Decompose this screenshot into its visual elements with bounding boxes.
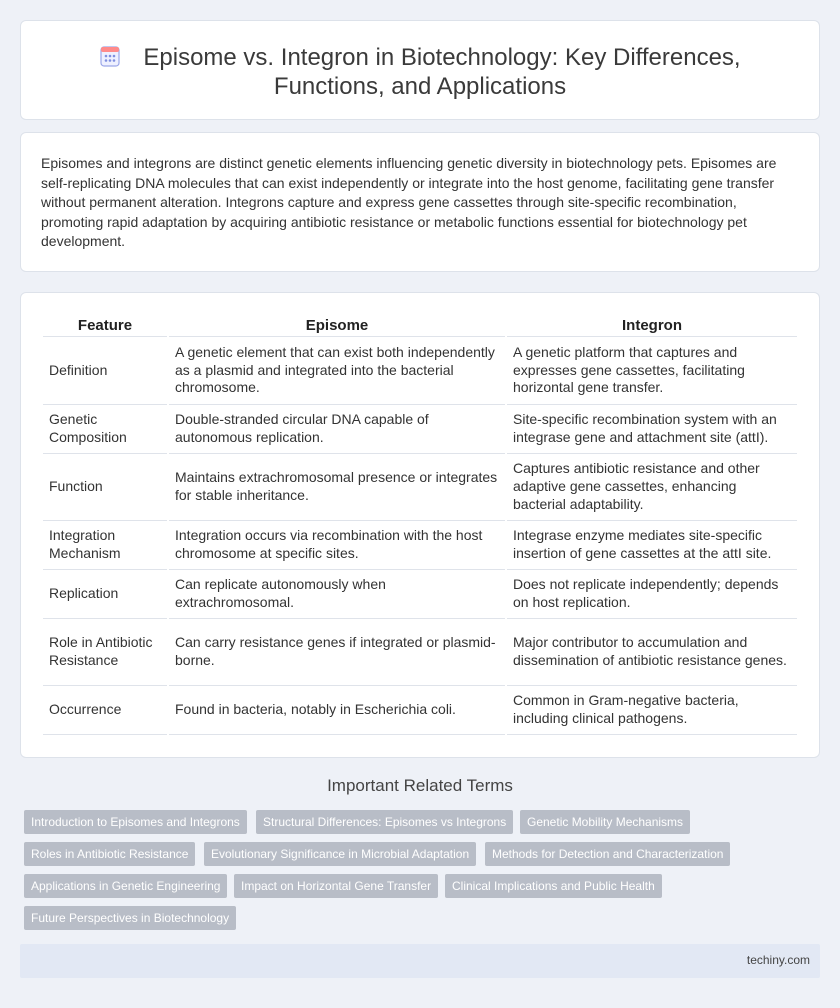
document-grid-icon (99, 45, 121, 67)
table-header-row (43, 315, 797, 337)
cell-integron: Site-specific recombination system with an integrase gene and attachment site (attI). (507, 405, 797, 454)
header-episome: Episome (169, 315, 505, 337)
table-row (43, 521, 797, 570)
related-term-tag[interactable]: Structural Differences: Episomes vs Integrons (256, 810, 513, 834)
cell-feature: Function (43, 454, 167, 521)
related-term-tag[interactable]: Evolutionary Significance in Microbial Adaptation (204, 842, 476, 866)
page-title: Episome vs. Integron in Biotechnology: Key Differences, Functions, and Applications (143, 44, 741, 100)
cell-episome: Found in bacteria, notably in Escherichia coli. (169, 686, 505, 735)
cell-feature: Integration Mechanism (43, 521, 167, 570)
table-row (43, 619, 797, 686)
footer-site-link[interactable]: techiny.com (746, 953, 810, 967)
footer (20, 944, 820, 978)
table-row (43, 405, 797, 454)
related-term-tag[interactable]: Future Perspectives in Biotechnology (24, 906, 236, 930)
related-term-tag[interactable]: Roles in Antibiotic Resistance (24, 842, 195, 866)
related-term-tag[interactable]: Methods for Detection and Characterization (485, 842, 730, 866)
comparison-table-card (20, 292, 820, 758)
related-term-tag[interactable]: Impact on Horizontal Gene Transfer (234, 874, 438, 898)
intro-paragraph: Episomes and integrons are distinct genetic elements influencing genetic diversity in biotechnology pets. Episomes are self-replicating DNA molecules that can exist independently or integrate into the host genome, facilitating gene transfer without permanent alteration. Integrons capture and express gene cassettes through site-specific recombination, promoting rapid adaptation by acquiring antibiotic resistance or metabolic functions essential for biotechnology pet development. (41, 155, 777, 250)
related-terms-title: Important Related Terms (327, 776, 513, 795)
cell-feature: Genetic Composition (43, 405, 167, 454)
cell-integron: Integrase enzyme mediates site-specific insertion of gene cassettes at the attI site. (507, 521, 797, 570)
table-row (43, 454, 797, 521)
cell-integron: Captures antibiotic resistance and other adaptive gene cassettes, enhancing bacterial adaptability. (507, 454, 797, 521)
related-term-tag[interactable]: Applications in Genetic Engineering (24, 874, 227, 898)
header-integron: Integron (507, 315, 797, 337)
cell-feature: Replication (43, 570, 167, 619)
page-title-wrap (41, 43, 799, 101)
header-feature: Feature (43, 315, 167, 337)
table-row (43, 686, 797, 735)
comparison-table (41, 315, 799, 735)
cell-integron: A genetic platform that captures and expresses gene cassettes, facilitating horizontal gene transfer. (507, 337, 797, 405)
cell-integron: Does not replicate independently; depends on host replication. (507, 570, 797, 619)
intro-card (20, 132, 820, 272)
related-term-tag[interactable]: Clinical Implications and Public Health (445, 874, 662, 898)
cell-episome: Maintains extrachromosomal presence or integrates for stable inheritance. (169, 454, 505, 521)
cell-feature: Role in Antibiotic Resistance (43, 619, 167, 686)
cell-integron: Major contributor to accumulation and dissemination of antibiotic resistance genes. (507, 619, 797, 686)
cell-episome: Can replicate autonomously when extrachromosomal. (169, 570, 505, 619)
cell-feature: Occurrence (43, 686, 167, 735)
cell-episome: A genetic element that can exist both independently as a plasmid and integrated into the bacterial chromosome. (169, 337, 505, 405)
table-row (43, 570, 797, 619)
table-row (43, 337, 797, 405)
cell-integron: Common in Gram-negative bacteria, including clinical pathogens. (507, 686, 797, 735)
cell-episome: Double-stranded circular DNA capable of autonomous replication. (169, 405, 505, 454)
header-card (20, 20, 820, 120)
cell-episome: Integration occurs via recombination with the host chromosome at specific sites. (169, 521, 505, 570)
cell-feature: Definition (43, 337, 167, 405)
related-term-tag[interactable]: Introduction to Episomes and Integrons (24, 810, 247, 834)
cell-episome: Can carry resistance genes if integrated or plasmid-borne. (169, 619, 505, 686)
related-term-tag[interactable]: Genetic Mobility Mechanisms (520, 810, 690, 834)
